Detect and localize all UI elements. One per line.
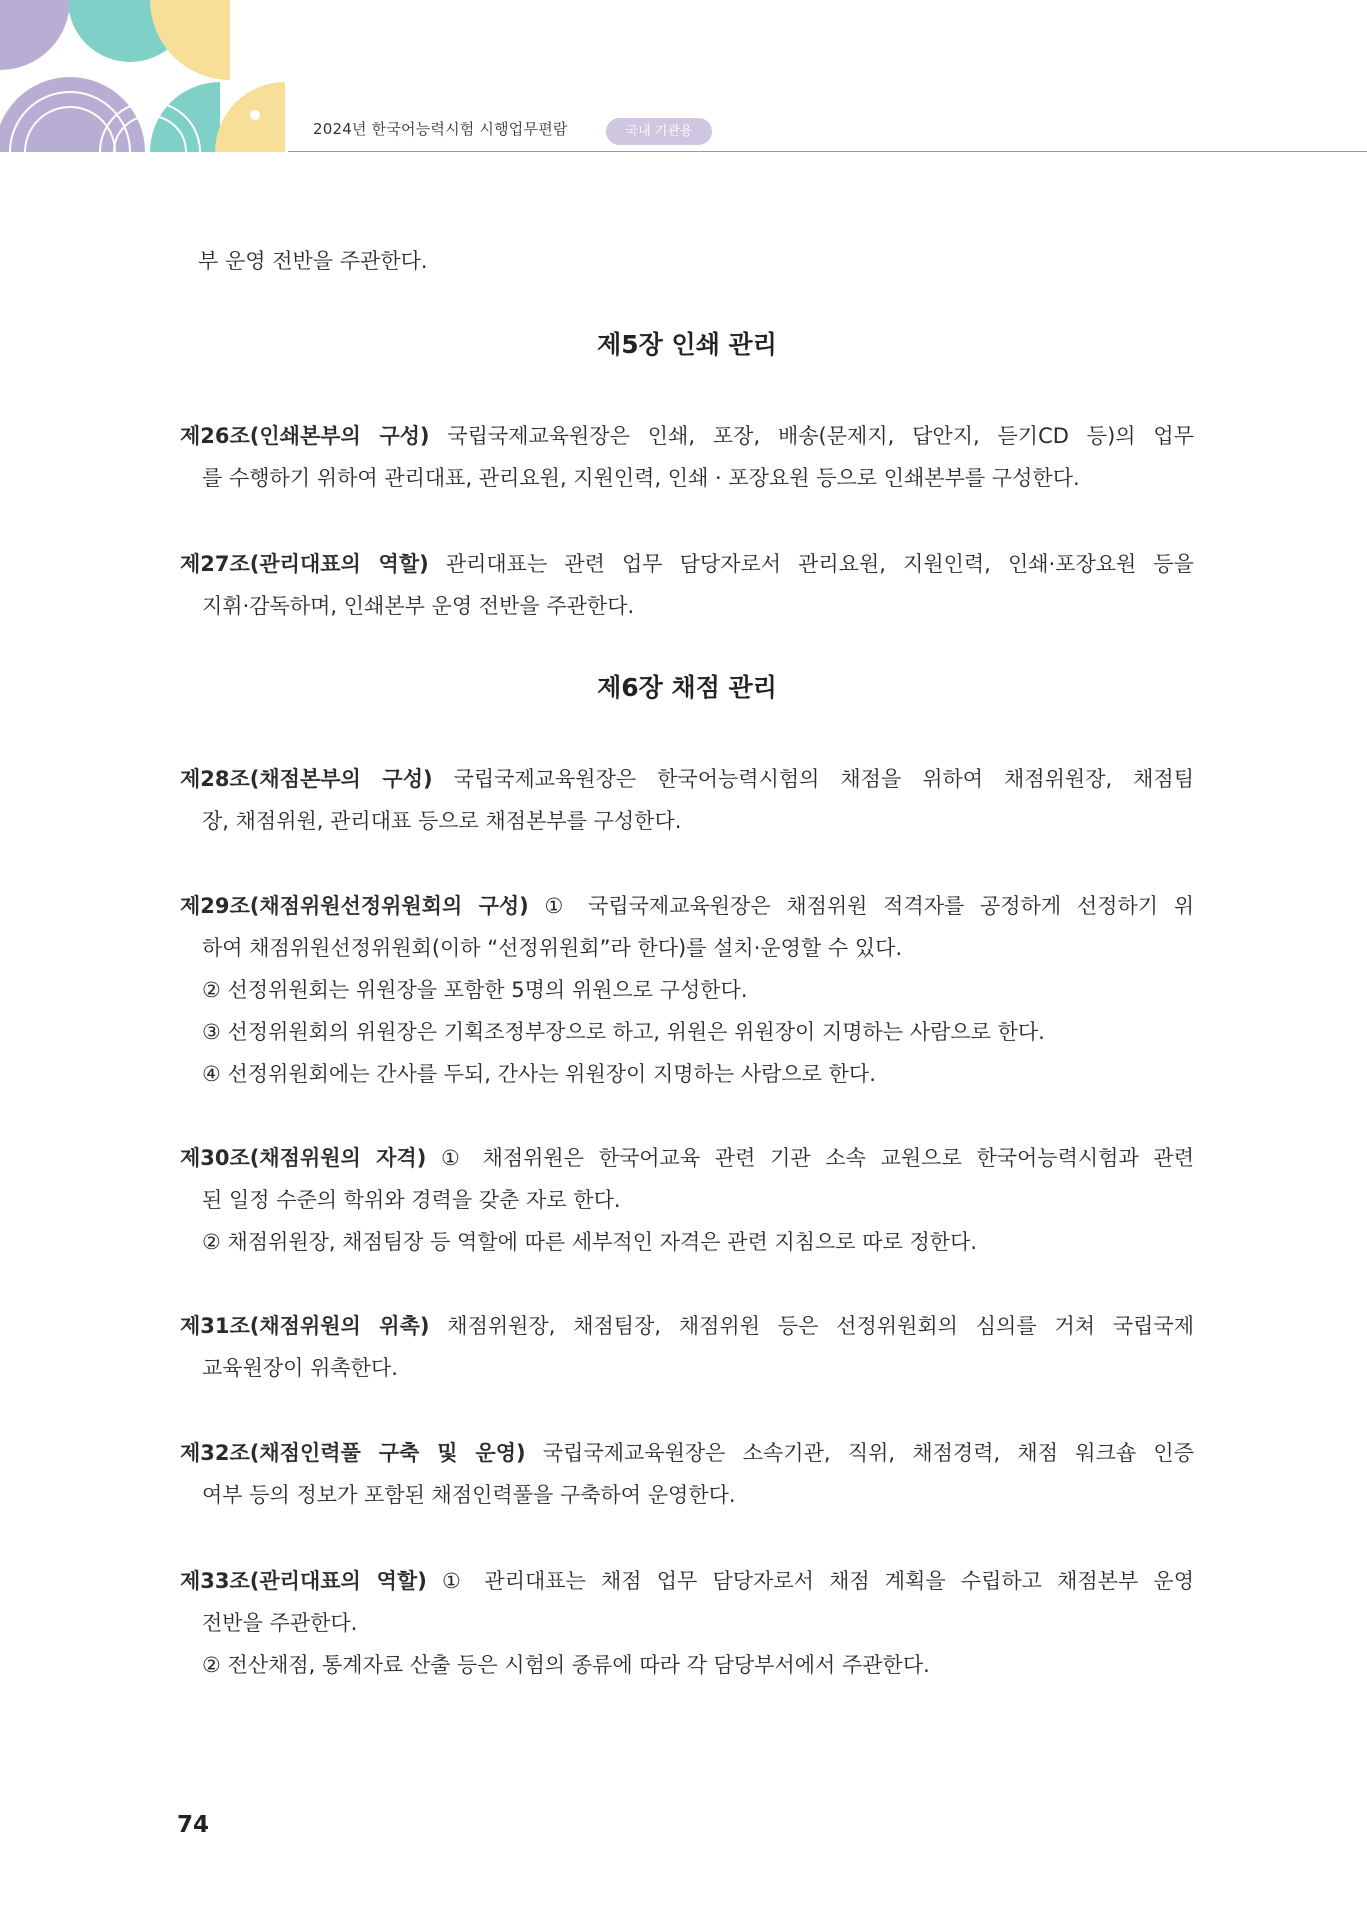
article-33-head: 제33조(관리대표의 역할) xyxy=(180,1569,427,1593)
chapter-5-title: 제5장 인쇄 관리 xyxy=(597,330,777,359)
article-32-line1: 국립국제교육원장은 소속기관, 직위, 채점경력, 채점 워크숍 인증 xyxy=(542,1441,1194,1465)
continuation-line: 부 운영 전반을 주관한다. xyxy=(198,249,428,273)
article-28-head: 제28조(채점본부의 구성) xyxy=(180,767,433,791)
article-29-head: 제29조(채점위원선정위원회의 구성) xyxy=(180,894,529,918)
article-27-line2: 지휘·감독하며, 인쇄본부 운영 전반을 주관한다. xyxy=(202,594,635,618)
article-31-line2: 교육원장이 위촉한다. xyxy=(202,1356,398,1380)
article-26-line1: 국립국제교육원장은 인쇄, 포장, 배송(문제지, 답안지, 듣기CD 등)의 업무 xyxy=(447,424,1194,448)
article-29-line1: ① 국립국제교육원장은 채점위원 적격자를 공정하게 선정하기 위 xyxy=(544,894,1195,918)
article-28-line1: 국립국제교육원장은 한국어능력시험의 채점을 위하여 채점위원장, 채점팀 xyxy=(453,767,1194,791)
article-27 xyxy=(180,543,1194,627)
header-rule xyxy=(288,151,1367,152)
article-26 xyxy=(180,415,1194,499)
article-31-head: 제31조(채점위원의 위촉) xyxy=(180,1314,430,1338)
article-29-line3: ② 선정위원회는 위원장을 포함한 5명의 위원으로 구성한다. xyxy=(202,978,748,1002)
article-33-line1: ① 관리대표는 채점 업무 담당자로서 채점 계획을 수립하고 채점본부 운영 xyxy=(441,1569,1194,1593)
audience-badge: 국내 기관용 xyxy=(606,118,712,145)
article-28-line2: 장, 채점위원, 관리대표 등으로 채점본부를 구성한다. xyxy=(202,809,682,833)
article-26-head: 제26조(인쇄본부의 구성) xyxy=(180,424,430,448)
decorative-pattern xyxy=(0,0,290,152)
page-number: 74 xyxy=(177,1812,210,1838)
article-32-head: 제32조(채점인력풀 구축 및 운영) xyxy=(180,1441,526,1465)
article-30-line2: 된 일정 수준의 학위와 경력을 갖춘 자로 한다. xyxy=(202,1188,621,1212)
article-33 xyxy=(180,1560,1194,1686)
article-27-head: 제27조(관리대표의 역할) xyxy=(180,552,429,576)
article-27-line1: 관리대표는 관련 업무 담당자로서 관리요원, 지원인력, 인쇄·포장요원 등을 xyxy=(445,552,1194,576)
article-33-line2: 전반을 주관한다. xyxy=(202,1611,358,1635)
article-30 xyxy=(180,1137,1194,1263)
article-26-line2: 를 수행하기 위하여 관리대표, 관리요원, 지원인력, 인쇄 · 포장요원 등으로 인쇄본부를 구성한다. xyxy=(202,466,1080,490)
article-31-line1: 채점위원장, 채점팀장, 채점위원 등은 선정위원회의 심의를 거쳐 국립국제 xyxy=(447,1314,1194,1338)
article-29-line2: 하여 채점위원선정위원회(이하 “선정위원회”라 한다)를 설치·운영할 수 있다. xyxy=(202,936,903,960)
article-29 xyxy=(180,885,1194,1095)
article-31 xyxy=(180,1305,1194,1389)
article-33-line3: ② 전산채점, 통계자료 산출 등은 시험의 종류에 따라 각 담당부서에서 주관한다. xyxy=(202,1653,930,1677)
document-title: 2024년 한국어능력시험 시행업무편람 xyxy=(313,120,568,138)
page-header xyxy=(0,0,1367,155)
article-30-line1: ① 채점위원은 한국어교육 관련 기관 소속 교원으로 한국어능력시험과 관련 xyxy=(441,1146,1194,1170)
article-29-line4: ③ 선정위원회의 위원장은 기획조정부장으로 하고, 위원은 위원장이 지명하는 사람으로 한다. xyxy=(202,1020,1045,1044)
article-32-line2: 여부 등의 정보가 포함된 채점인력풀을 구축하여 운영한다. xyxy=(202,1483,736,1507)
article-32 xyxy=(180,1432,1194,1516)
chapter-6-title: 제6장 채점 관리 xyxy=(597,673,777,702)
article-30-head: 제30조(채점위원의 자격) xyxy=(180,1146,427,1170)
article-30-line3: ② 채점위원장, 채점팀장 등 역할에 따른 세부적인 자격은 관련 지침으로 따로 정한다. xyxy=(202,1230,978,1254)
article-28 xyxy=(180,758,1194,842)
article-29-line5: ④ 선정위원회에는 간사를 두되, 간사는 위원장이 지명하는 사람으로 한다. xyxy=(202,1062,876,1086)
